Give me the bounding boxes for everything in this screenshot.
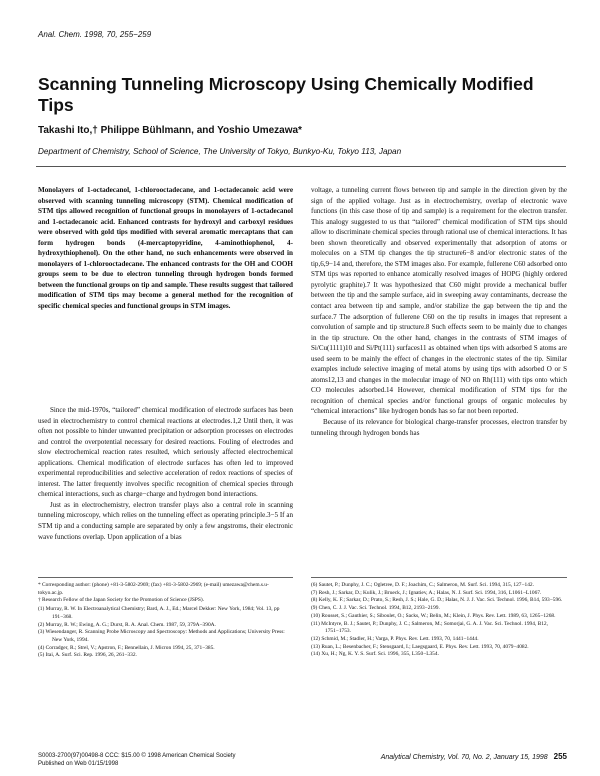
reference-item: (7) Resh, J.; Sarkar, D.; Kulik, J.; Brueck, J.; Ignatiev, A.; Halas, N. J. Surf. Sci. 1994, 316, L1061−L1067. bbox=[311, 589, 542, 596]
paragraph: Because of its relevance for biological charge-transfer processes, electron transfer by tunneling through hydrogen bonds has bbox=[311, 418, 567, 437]
paragraph: Just as in electrochemistry, electron transfer plays also a central role in scanning tunneling microscopy, which relies on the tunneling effect as operating principle.3−5 If an STM tip and a conducting sample are separated by only a few angstroms, their electronic wave functions overlap. Upon application of a bias bbox=[38, 500, 293, 541]
footer-copyright bbox=[38, 752, 236, 768]
references-divider bbox=[311, 577, 567, 578]
reference-item: (2) Murray, R. W.; Ewing, A. G.; Durst, R. A. Anal. Chem. 1987, 59, 379A−390A. bbox=[38, 621, 216, 628]
reference-list-right bbox=[311, 582, 567, 659]
journal-citation: Anal. Chem. 1998, 70, 255−259 bbox=[38, 30, 152, 39]
author-list: Takashi Ito,† Philippe Bühlmann, and Yoshio Umezawa* bbox=[38, 125, 302, 136]
page-number: 255 bbox=[553, 752, 567, 761]
footer-journal bbox=[330, 752, 567, 761]
reference-list-left bbox=[38, 606, 293, 660]
footer-journal-issue: Analytical Chemistry, Vol. 70, No. 2, January 15, 1998 bbox=[380, 754, 548, 761]
affiliation: Department of Chemistry, School of Science, The University of Tokyo, Bunkyo-Ku, Tokyo 113, Japan bbox=[38, 147, 402, 156]
reference-item: (14) Xu, H.; Ng, K. Y. S. Surf. Sci. 1996, 355, L350−L354. bbox=[311, 651, 439, 658]
reference-item: (5) Itai, A. Surf. Sci. Rep. 1996, 26, 261−332. bbox=[38, 652, 137, 659]
reference-item: (1) Murray, R. W. In Electroanalytical Chemistry; Bard, A. J., Ed.; Marcel Dekker: New York, 1984; Vol. 13, pp 191−368. bbox=[38, 606, 280, 620]
paragraph: voltage, a tunneling current flows between tip and sample in the direction given by the sign of the applied voltage. Just as in electrochemistry, overlap of electronic wave functions (in this case those of tip and sample) is a requirement for the electron transfer. This analogy suggested to us that “tailored” chemical modification of STM tips should allow to discriminate chemical species through rational use of chemical interactions. It has been shown theoretically and observed experimentally that adsorption of atoms or molecules on a STM tip changes the tip structure6−8 and/or electronic states of the tip,6,9−14 and, therefore, the STM images also. For example, fullerene C60 adsorbed onto STM tips was reported to enhance atomically resolved images of HOPG (highly ordered pyrolytic graphite).7 It was hypothesized that C60 might provide a mechanical buffer between the tip and the sample surface, aid in sweeping away contaminants, decrease the contact area between tip and sample, and/or stabilize the gap between the tip and the surface.7 The adsorption of fullerene C60 on the tip results in images that represent a convolution of sample and tip structure.8 Such effects seem to be mainly due to changes in the tip structure. On the other hand, changes in the contrasts of STM images of Si/Cu(1111)10 and Si/Pt(111) surfaces11 as obtained when tips with adsorbed S atoms are used seem to be mainly the effect of changes in the electronic states of the tip. Similar examples include selective imaging of metal atoms by using tips with adsorbed O or S atoms12,13 and changes in the molecular image of NO on Rh(111) with tips onto which CO molecules adsorbed.14 However, chemical modification of STM tips for the recognition of chemical species and/or functional groups of organic molecules by “chemical interactions” like hydrogen bonds has so far not been reported. bbox=[311, 186, 567, 416]
footnote: * Corresponding author: (phone) +81-3-5802-2969; (fax) +81-3-5802-2969; (e-mail) umezawa@chem.s.u-tokyo.ac.jp. bbox=[38, 582, 269, 596]
footer-line: Published on Web 01/15/1998 bbox=[38, 761, 119, 767]
footnotes-left bbox=[38, 582, 293, 660]
reference-item: (8) Kelly, K. F.; Sarkar, D.; Prato, S.; Resh, J. S.; Hale, G. D.; Halas, N. J. J. Vac. Sci. Technol. 1996, B14, 593−596. bbox=[311, 597, 563, 604]
reference-item: (3) Wiesendanger, R. Scanning Probe Microscopy and Spectroscopy: Methods and Applications; University Press: New York, 1994. bbox=[38, 629, 285, 643]
reference-item: (6) Sautet, P.; Dunphy, J. C.; Ogletree, D. F.; Joachim, C.; Salmeron, M. Surf. Sci. 1994, 315, 127−142. bbox=[311, 582, 534, 588]
footnote: † Research Fellow of the Japan Society for the Promotion of Science (JSPS). bbox=[38, 597, 205, 604]
reference-item: (10) Rousset, S.; Gauthier, S.; Siboulet, O.; Sacks, W.; Belin, M.; Klein, J. Phys. Rev. Lett. 1989, 63, 1265−1268. bbox=[311, 612, 556, 619]
reference-item: (9) Chen, C. J. J. Vac. Sci. Technol. 1994, B12, 2193−2199. bbox=[311, 605, 440, 612]
reference-item: (11) McIntyre, B. J.; Sautet, P.; Dunphy, J. C.; Salmeron, M.; Somorjai, G. A. J. Vac. Sci. Technol. 1994, B12, 1751−1753. bbox=[311, 620, 548, 635]
body-column-left bbox=[38, 405, 293, 542]
abstract: Monolayers of 1-octadecanol, 1-chlorooctadecane, and 1-octadecanoic acid were observed with scanning tunneling microscopy (STM). Chemical modification of STM tips allowed recognition of functional groups in monolayers of 1-octadecanol and 1-octadecanoic acid. Enhanced contrasts for hydroxyl and carboxyl residues were observed with gold tips modified with several aromatic mercaptans that can form hydrogen bonds (4-mercaptopyridine, 4-aminothiophenol, 4-hydroxythiophenol). On the other hand, no such enhancements were observed in monolayers of 1-chlorooctadecane. The enhanced contrasts for the OH and COOH groups seem to be due to electron tunneling through hydrogen bonds formed between the functional groups on tip and sample. These results suggest that tailored modification of STM tips may become a general method for the recognition of specific chemical species and functional groups in STM images. bbox=[38, 186, 293, 311]
footer-line: S0003-2700(97)00498-8 CCC: $15.00 © 1998 American Chemical Society bbox=[38, 753, 236, 759]
title-divider bbox=[36, 166, 566, 167]
body-column-right bbox=[311, 185, 567, 438]
article-title: Scanning Tunneling Microscopy Using Chemically Modified Tips bbox=[38, 74, 534, 115]
reference-item: (13) Ruan, L.; Besenbacher, F.; Stensgaard, I.; Laegsgaard, E. Phys. Rev. Lett. 1993, 70, 4079−4082. bbox=[311, 643, 529, 650]
paragraph: Since the mid-1970s, “tailored” chemical modification of electrode surfaces has been used in electrochemistry to control chemical reactions at electrodes.1,2 Until then, it was often not possible to hinder unwanted precipitation or adsorption processes on electrodes and control the overpotential necessary for desired reactions. Fouling of electrodes and slow electrochemical reaction rates resulted, which seriously affected electrochemical applications. Chemical modification of electrode surfaces has often led to improved experimental reproducibilities and selective acceleration of redox reactions of species of interest. The latter frequently involves specific recognition of chemical species through chemical interactions, such as charge−charge and hydrogen bond interactions. bbox=[38, 406, 293, 499]
footnote-divider bbox=[38, 577, 293, 578]
reference-item: (4) Corradger, R.; Strel, V.; Apstron, F.; Bennellain, J. Micron 1994, 25, 371−385. bbox=[38, 644, 215, 651]
reference-item: (12) Schmid, M.; Stadler, H.; Varga, P. Phys. Rev. Lett. 1993, 70, 1441−1444. bbox=[311, 635, 479, 642]
